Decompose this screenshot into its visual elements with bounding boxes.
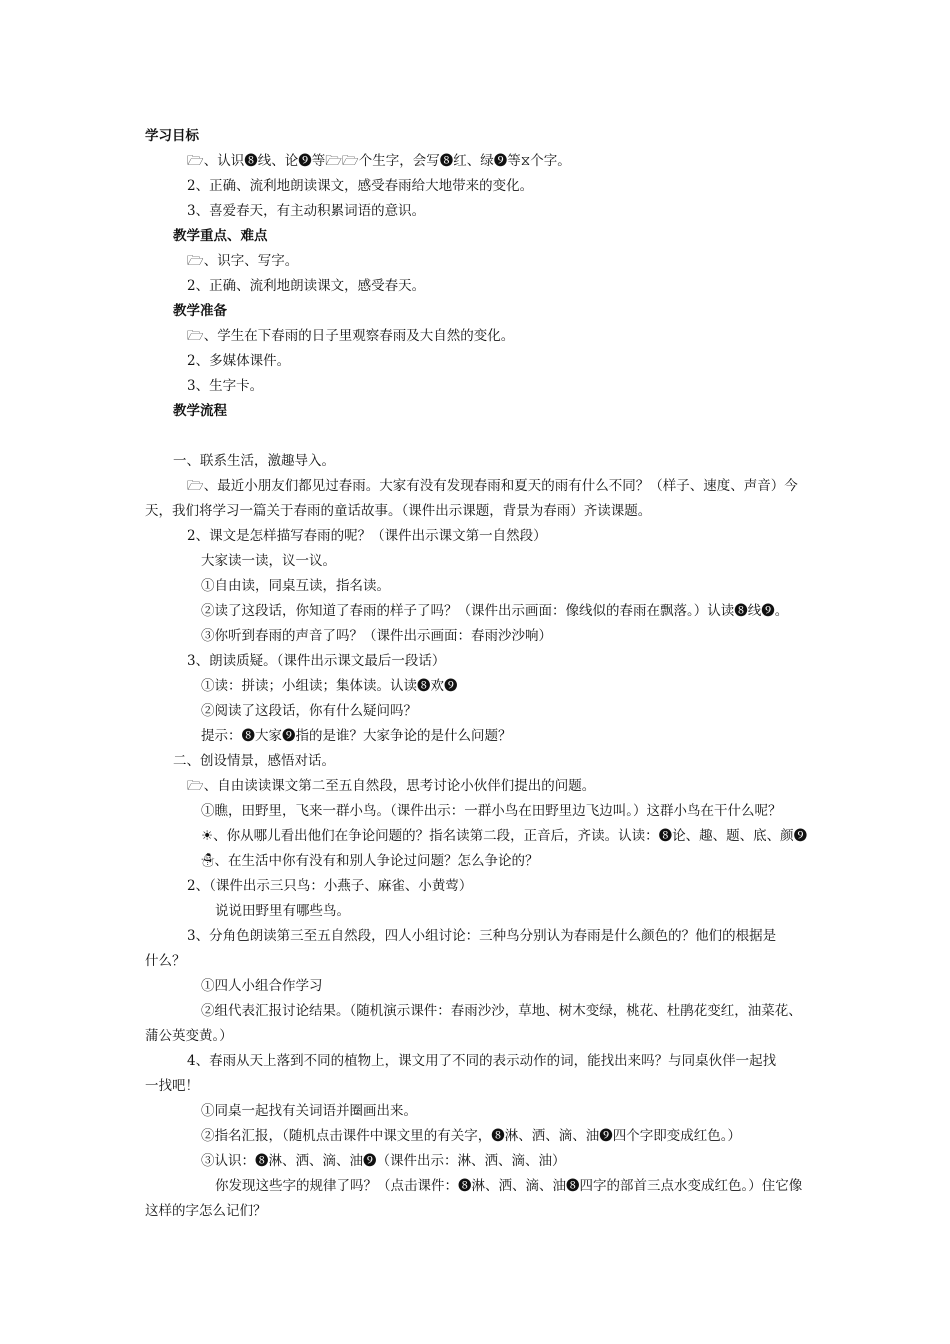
flow-line: ①自由读，同桌互读，指名读。 <box>201 578 390 594</box>
flow-line: ②组代表汇报讨论结果。（随机演示课件：春雨沙沙，草地、树木变绿，桃花、杜鹃花变红，油菜花、 <box>201 1003 802 1019</box>
flow-line: 🗁、自由读读课文第二至五自然段，思考讨论小伙伴们提出的问题。 <box>187 778 596 794</box>
flow-line: ①瞧，田野里，飞来一群小鸟。（课件出示：一群小鸟在田野里边飞边叫。）这群小鸟在干什么呢？ <box>201 803 782 819</box>
flow-line: 什么？ <box>145 953 186 969</box>
flow-line: 一找吧！ <box>145 1078 199 1094</box>
prep-item-3: 3、生字卡。 <box>187 378 264 394</box>
flow-line: 3、分角色朗读第三至五自然段，四人小组讨论：三种鸟分别认为春雨是什么颜色的？他们的根据是 <box>187 928 777 944</box>
flow-line: ①同桌一起找有关词语并圈画出来。 <box>201 1103 417 1119</box>
goal-item-2: 2、正确、流利地朗读课文，感受春雨给大地带来的变化。 <box>187 178 534 194</box>
heading-teaching-flow: 教学流程 <box>173 403 227 419</box>
flow-line: 🗁、最近小朋友们都见过春雨。大家有没有发现春雨和夏天的雨有什么不同？（样子、速度、声音）今 <box>187 478 798 494</box>
flow-line: ③你听到春雨的声音了吗？（课件出示画面：春雨沙沙响） <box>201 628 552 644</box>
heading-learning-goals: 学习目标 <box>145 128 199 144</box>
flow-line: ☃、在生活中你有没有和别人争论过问题？怎么争论的？ <box>201 853 539 869</box>
flow-line: 你发现这些字的规律了吗？（点击课件：❽淋、洒、滴、油❽四字的部首三点水变成红色。）住它像 <box>215 1178 803 1194</box>
key-point-item-2: 2、正确、流利地朗读课文，感受春天。 <box>187 278 426 294</box>
key-point-item-1: 🗁、识字、写字。 <box>187 253 299 269</box>
flow-line: 2、课文是怎样描写春雨的呢？（课件出示课文第一自然段） <box>187 528 547 544</box>
flow-line: ②读了这段话，你知道了春雨的样子了吗？（课件出示画面：像线似的春雨在飘落。）认读❽线❾。 <box>201 603 789 619</box>
flow-line: 3、朗读质疑。（课件出示课文最后一段话） <box>187 653 446 669</box>
prep-item-2: 2、多媒体课件。 <box>187 353 291 369</box>
flow-line: ①读：拼读；小组读；集体读。认读❽欢❾ <box>201 678 458 694</box>
flow-line: ②指名汇报，（随机点击课件中课文里的有关字，❽淋、洒、滴、油❾四个字即变成红色。） <box>201 1128 741 1144</box>
flow-line: ☀、你从哪儿看出他们在争论问题的？指名读第二段，正音后，齐读。认读：❽论、趣、题、底、颜❾ <box>201 828 808 844</box>
flow-line: 2、（课件出示三只鸟：小燕子、麻雀、小黄莺） <box>187 878 473 894</box>
flow-line: 蒲公英变黄。） <box>145 1028 233 1044</box>
flow-line: ②阅读了这段话，你有什么疑问吗？ <box>201 703 417 719</box>
flow-line: 提示：❽大家❾指的是谁？大家争论的是什么问题？ <box>201 728 512 744</box>
flow-line: 大家读一读，议一议。 <box>201 553 336 569</box>
flow-line: 说说田野里有哪些鸟。 <box>215 903 350 919</box>
goal-item-1: 🗁、认识❽线、论❾等🗁🗁个生字，会写❽红、绿❾等⧖个字。 <box>187 153 571 169</box>
prep-item-1: 🗁、学生在下春雨的日子里观察春雨及大自然的变化。 <box>187 328 515 344</box>
flow-line: 一、联系生活，激趣导入。 <box>173 453 335 469</box>
goal-item-3: 3、喜爱春天，有主动积累词语的意识。 <box>187 203 426 219</box>
flow-line: 4、春雨从天上落到不同的植物上，课文用了不同的表示动作的词，能找出来吗？与同桌伙伴一起找 <box>187 1053 777 1069</box>
heading-preparation: 教学准备 <box>173 303 227 319</box>
flow-line: ①四人小组合作学习 <box>201 978 323 994</box>
heading-key-points: 教学重点、难点 <box>173 228 268 244</box>
flow-line: 二、创设情景，感悟对话。 <box>173 753 335 769</box>
flow-line: 这样的字怎么记们？ <box>145 1203 267 1219</box>
flow-line: ③认识：❽淋、洒、滴、油❾（课件出示：淋、洒、滴、油） <box>201 1153 566 1169</box>
flow-line: 天，我们将学习一篇关于春雨的童话故事。（课件出示课题，背景为春雨）齐读课题。 <box>145 503 652 519</box>
